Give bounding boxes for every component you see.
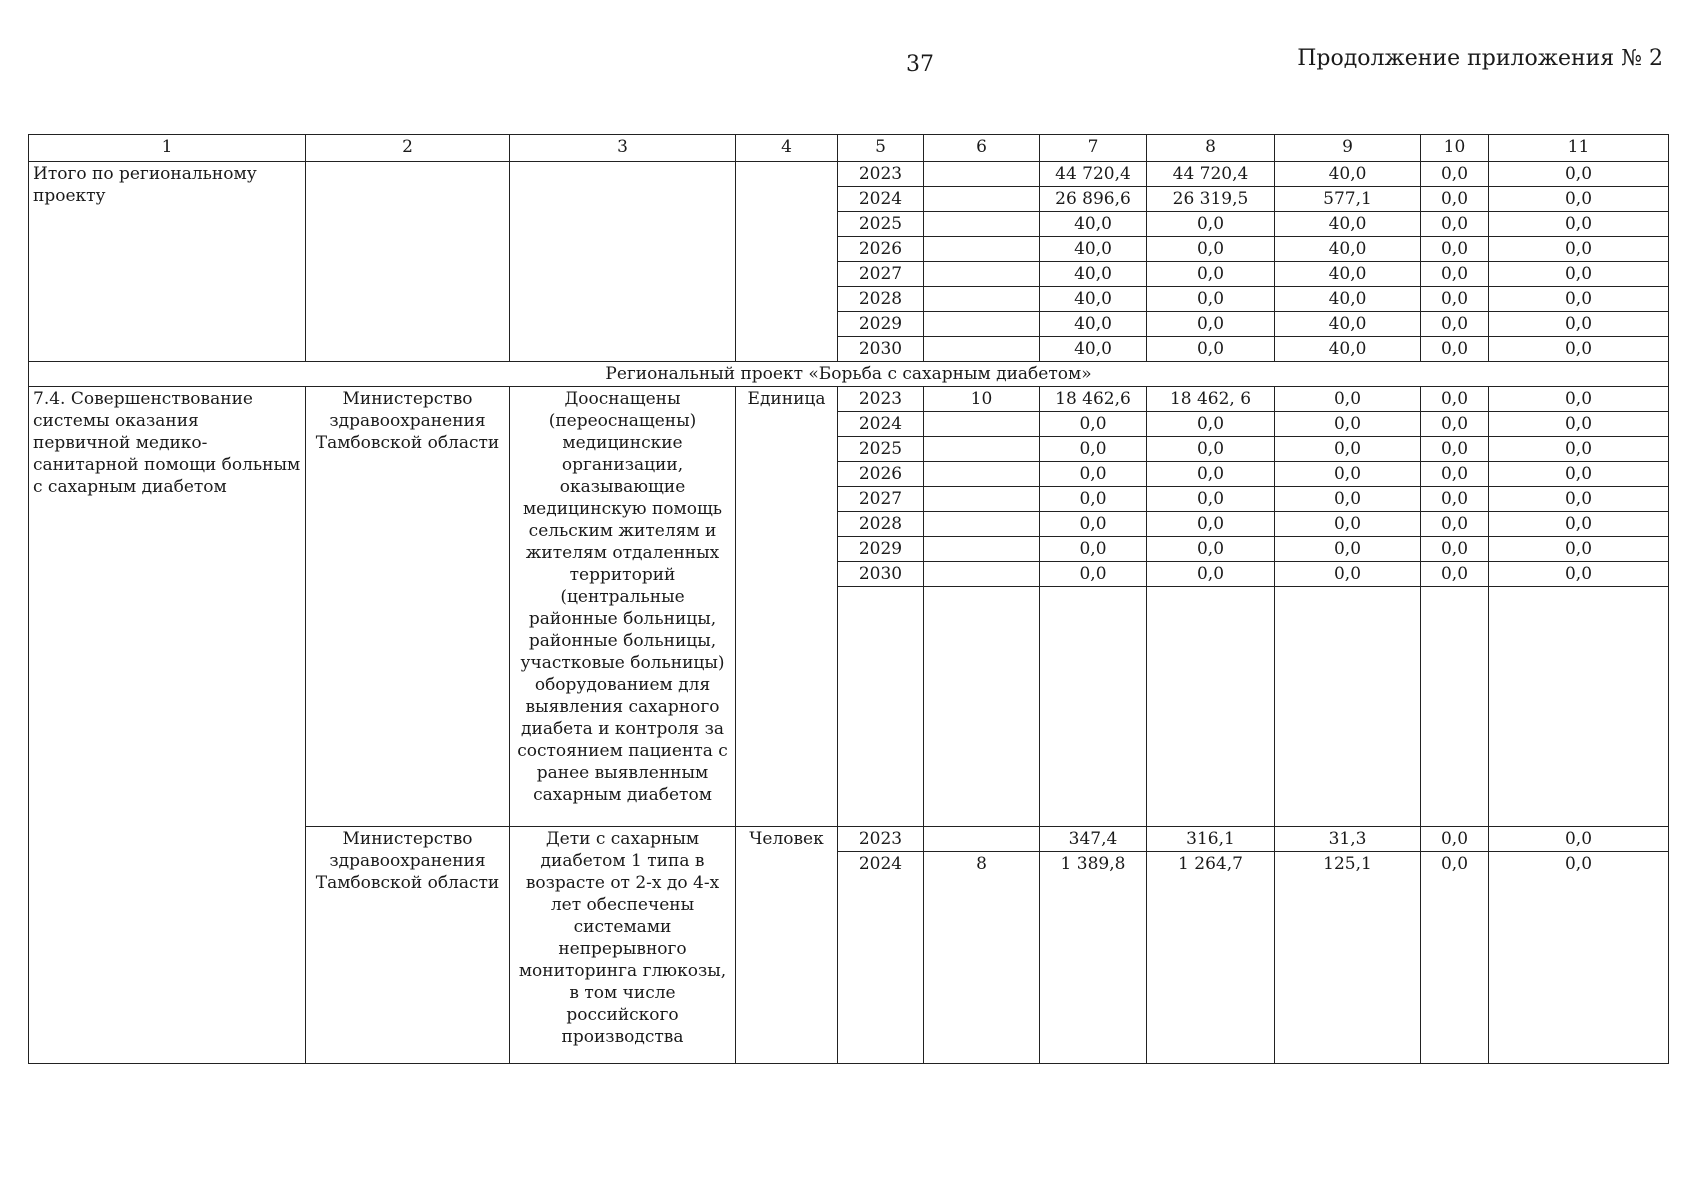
amount-cell: 0,0 (1489, 462, 1669, 487)
executor-cell: Министерство здравоохранения Тамбовской области (306, 387, 510, 827)
empty-cell (924, 237, 1040, 262)
year-cell: 2029 (838, 312, 924, 337)
amount-cell: 0,0 (1147, 287, 1275, 312)
year-cell: 2030 (838, 337, 924, 362)
amount-cell: 40,0 (1040, 237, 1147, 262)
amount-cell: 0,0 (1147, 212, 1275, 237)
amount-cell: 0,0 (1147, 312, 1275, 337)
amount-cell: 0,0 (1489, 412, 1669, 437)
year-cell: 2028 (838, 512, 924, 537)
amount-cell: 40,0 (1275, 162, 1421, 187)
column-number-11: 11 (1489, 135, 1669, 162)
section-title: Региональный проект «Борьба с сахарным диабетом» (29, 362, 1669, 387)
amount-cell: 0,0 (1147, 412, 1275, 437)
amount-cell: 40,0 (1040, 212, 1147, 237)
amount-cell: 347,4 (1040, 827, 1147, 852)
empty-cell (924, 312, 1040, 337)
indicator-value-cell: 8 (924, 852, 1040, 1064)
amount-cell: 0,0 (1421, 237, 1489, 262)
amount-cell: 0,0 (1421, 437, 1489, 462)
amount-cell: 1 264,7 (1147, 852, 1275, 1064)
amount-cell: 125,1 (1275, 852, 1421, 1064)
amount-cell: 0,0 (1489, 852, 1669, 1064)
amount-cell: 0,0 (1147, 487, 1275, 512)
budget-table (28, 134, 1669, 1064)
amount-cell: 44 720,4 (1147, 162, 1275, 187)
amount-cell: 0,0 (1275, 512, 1421, 537)
unit-cell: Человек (736, 827, 838, 1064)
amount-cell: 1 389,8 (1040, 852, 1147, 1064)
empty-cell (924, 587, 1040, 827)
amount-cell: 18 462, 6 (1147, 387, 1275, 412)
year-cell: 2030 (838, 562, 924, 587)
indicator-value-cell (924, 537, 1040, 562)
amount-cell: 0,0 (1275, 387, 1421, 412)
empty-cell (1421, 587, 1489, 827)
amount-cell: 44 720,4 (1040, 162, 1147, 187)
indicator-value-cell (924, 437, 1040, 462)
result-cell: Дооснащены (переоснащены) медицинские организации, оказывающие медицинскую помощь сельским жителям и жителям отдаленных территорий (центральные районные больницы, районные больницы, участковые больницы) оборудованием для выявления сахарного диабета и контроля за состоянием пациента с ранее выявленным сахарным диабетом (510, 387, 736, 827)
amount-cell: 0,0 (1489, 437, 1669, 462)
amount-cell: 0,0 (1040, 462, 1147, 487)
amount-cell: 40,0 (1040, 312, 1147, 337)
column-number-6: 6 (924, 135, 1040, 162)
amount-cell: 0,0 (1489, 287, 1669, 312)
amount-cell: 0,0 (1421, 387, 1489, 412)
indicator-value-cell (924, 512, 1040, 537)
amount-cell: 0,0 (1489, 487, 1669, 512)
empty-cell (1040, 587, 1147, 827)
amount-cell: 0,0 (1421, 537, 1489, 562)
amount-cell: 0,0 (1147, 462, 1275, 487)
empty-cell (1489, 587, 1669, 827)
amount-cell: 0,0 (1489, 827, 1669, 852)
amount-cell: 31,3 (1275, 827, 1421, 852)
year-cell: 2027 (838, 487, 924, 512)
column-number-4: 4 (736, 135, 838, 162)
executor-cell: Министерство здравоохранения Тамбовской области (306, 827, 510, 1064)
year-cell: 2024 (838, 852, 924, 1064)
amount-cell: 0,0 (1421, 562, 1489, 587)
amount-cell: 0,0 (1421, 512, 1489, 537)
year-cell: 2023 (838, 827, 924, 852)
amount-cell: 577,1 (1275, 187, 1421, 212)
amount-cell: 0,0 (1040, 487, 1147, 512)
empty-cell (1147, 587, 1275, 827)
amount-cell: 0,0 (1147, 537, 1275, 562)
empty-cell (924, 187, 1040, 212)
amount-cell: 0,0 (1040, 512, 1147, 537)
year-cell: 2024 (838, 187, 924, 212)
amount-cell: 0,0 (1421, 262, 1489, 287)
table-row (29, 387, 1669, 412)
indicator-value-cell: 10 (924, 387, 1040, 412)
empty-cell (924, 212, 1040, 237)
total-label: Итого по региональному проекту (29, 162, 306, 362)
column-number-row (29, 135, 1669, 162)
empty-cell (1275, 587, 1421, 827)
amount-cell: 40,0 (1275, 312, 1421, 337)
amount-cell: 0,0 (1489, 337, 1669, 362)
year-cell: 2023 (838, 387, 924, 412)
amount-cell: 0,0 (1489, 262, 1669, 287)
year-cell: 2024 (838, 412, 924, 437)
amount-cell: 40,0 (1040, 262, 1147, 287)
page-number: 37 (906, 52, 934, 77)
column-number-3: 3 (510, 135, 736, 162)
amount-cell: 0,0 (1275, 462, 1421, 487)
amount-cell: 0,0 (1147, 562, 1275, 587)
column-number-2: 2 (306, 135, 510, 162)
amount-cell: 0,0 (1421, 312, 1489, 337)
empty-cell (838, 587, 924, 827)
amount-cell: 0,0 (1040, 562, 1147, 587)
year-cell: 2028 (838, 287, 924, 312)
amount-cell: 0,0 (1421, 412, 1489, 437)
amount-cell: 0,0 (1489, 537, 1669, 562)
amount-cell: 0,0 (1275, 537, 1421, 562)
year-cell: 2025 (838, 212, 924, 237)
amount-cell: 40,0 (1040, 287, 1147, 312)
amount-cell: 0,0 (1421, 162, 1489, 187)
indicator-value-cell (924, 827, 1040, 852)
amount-cell: 40,0 (1275, 287, 1421, 312)
amount-cell: 0,0 (1421, 827, 1489, 852)
amount-cell: 0,0 (1421, 187, 1489, 212)
amount-cell: 26 896,6 (1040, 187, 1147, 212)
amount-cell: 0,0 (1421, 337, 1489, 362)
amount-cell: 0,0 (1147, 237, 1275, 262)
empty-cell (924, 162, 1040, 187)
amount-cell: 0,0 (1040, 537, 1147, 562)
amount-cell: 0,0 (1275, 487, 1421, 512)
empty-cell (736, 162, 838, 362)
column-number-10: 10 (1421, 135, 1489, 162)
amount-cell: 0,0 (1489, 312, 1669, 337)
column-number-7: 7 (1040, 135, 1147, 162)
amount-cell: 0,0 (1421, 487, 1489, 512)
amount-cell: 0,0 (1489, 512, 1669, 537)
amount-cell: 0,0 (1147, 262, 1275, 287)
indicator-value-cell (924, 462, 1040, 487)
table-row (29, 162, 1669, 187)
unit-cell: Единица (736, 387, 838, 827)
amount-cell: 0,0 (1489, 162, 1669, 187)
amount-cell: 0,0 (1275, 412, 1421, 437)
empty-cell (924, 262, 1040, 287)
measure-name: 7.4. Совершенствование системы оказания первичной медико-санитарной помощи больным с сахарным диабетом (29, 387, 306, 1064)
year-cell: 2023 (838, 162, 924, 187)
year-cell: 2027 (838, 262, 924, 287)
amount-cell: 0,0 (1147, 512, 1275, 537)
amount-cell: 0,0 (1421, 462, 1489, 487)
amount-cell: 0,0 (1040, 412, 1147, 437)
empty-cell (924, 337, 1040, 362)
year-cell: 2025 (838, 437, 924, 462)
amount-cell: 0,0 (1489, 237, 1669, 262)
amount-cell: 0,0 (1275, 437, 1421, 462)
amount-cell: 0,0 (1147, 437, 1275, 462)
amount-cell: 0,0 (1040, 437, 1147, 462)
indicator-value-cell (924, 562, 1040, 587)
amount-cell: 316,1 (1147, 827, 1275, 852)
amount-cell: 40,0 (1275, 237, 1421, 262)
year-cell: 2029 (838, 537, 924, 562)
amount-cell: 40,0 (1275, 212, 1421, 237)
amount-cell: 0,0 (1147, 337, 1275, 362)
amount-cell: 0,0 (1421, 287, 1489, 312)
amount-cell: 0,0 (1275, 562, 1421, 587)
amount-cell: 0,0 (1421, 212, 1489, 237)
amount-cell: 18 462,6 (1040, 387, 1147, 412)
amount-cell: 0,0 (1489, 387, 1669, 412)
amount-cell: 40,0 (1040, 337, 1147, 362)
amount-cell: 0,0 (1489, 187, 1669, 212)
appendix-caption: Продолжение приложения № 2 (1297, 46, 1663, 71)
indicator-value-cell (924, 412, 1040, 437)
amount-cell: 40,0 (1275, 337, 1421, 362)
amount-cell: 0,0 (1489, 562, 1669, 587)
empty-cell (924, 287, 1040, 312)
year-cell: 2026 (838, 462, 924, 487)
column-number-9: 9 (1275, 135, 1421, 162)
amount-cell: 40,0 (1275, 262, 1421, 287)
section-title-row (29, 362, 1669, 387)
empty-cell (510, 162, 736, 362)
empty-cell (306, 162, 510, 362)
amount-cell: 0,0 (1421, 852, 1489, 1064)
column-number-1: 1 (29, 135, 306, 162)
indicator-value-cell (924, 487, 1040, 512)
year-cell: 2026 (838, 237, 924, 262)
column-number-8: 8 (1147, 135, 1275, 162)
result-cell: Дети с сахарным диабетом 1 типа в возрасте от 2-х до 4-х лет обеспечены системами непрерывного мониторинга глюкозы, в том числе российского производства (510, 827, 736, 1064)
amount-cell: 26 319,5 (1147, 187, 1275, 212)
amount-cell: 0,0 (1489, 212, 1669, 237)
column-number-5: 5 (838, 135, 924, 162)
